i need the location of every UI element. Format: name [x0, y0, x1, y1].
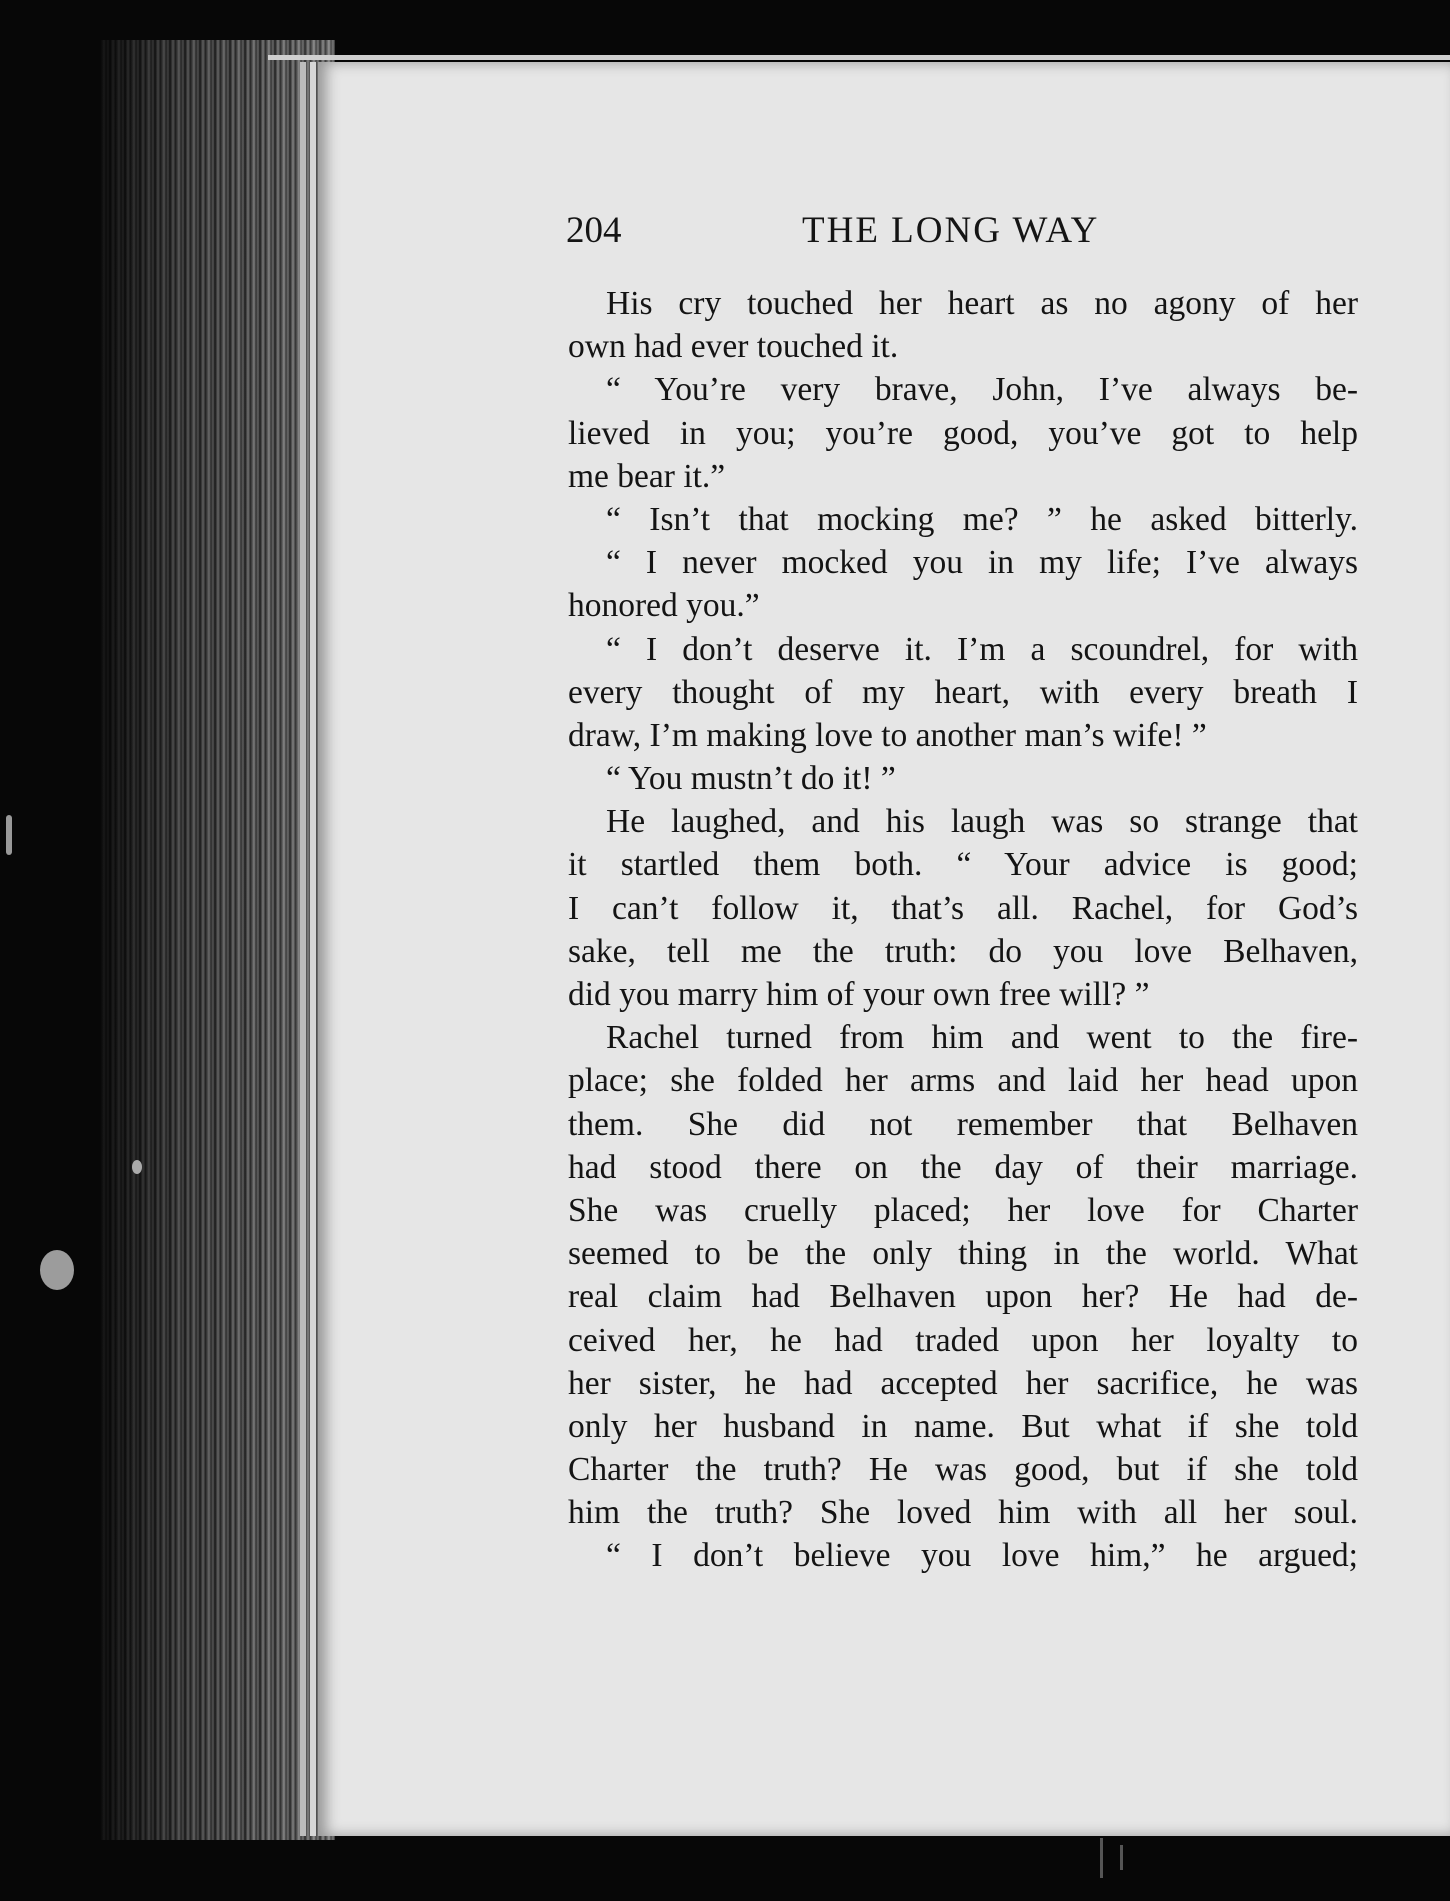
text-line: He laughed, and his laugh was so strange that — [606, 803, 1358, 841]
scan-speck — [40, 1250, 74, 1290]
text-line: I can’t follow it, that’s all. Rachel, for God’s — [568, 889, 1358, 927]
text-line: “ Isn’t that mocking me? ” he asked bitterly. — [606, 500, 1358, 538]
text-line: honored you.” — [568, 587, 760, 625]
text-line: “ I don’t deserve it. I’m a scoundrel, for with — [606, 630, 1358, 668]
text-line: “ I don’t believe you love him,” he argued; — [606, 1537, 1358, 1575]
text-line: did you marry him of your own free will? ” — [568, 976, 1150, 1013]
text-line: His cry touched her heart as no agony of her — [606, 285, 1358, 322]
text-line: them. She did not remember that Belhaven — [568, 1105, 1358, 1143]
text-line: every thought of my heart, with every breath I — [568, 673, 1358, 711]
page-edge-strip — [300, 62, 306, 1836]
text-line: it startled them both. “ Your advice is good; — [568, 846, 1358, 884]
text-line: only her husband in name. But what if she told — [568, 1407, 1358, 1445]
running-title: THE LONG WAY — [802, 210, 1100, 251]
page-top-edge — [268, 55, 1450, 60]
text-line: me bear it.” — [568, 457, 726, 495]
text-line: “ You mustn’t do it! ” — [606, 760, 896, 798]
text-line: lieved in you; you’re good, you’ve got to help — [568, 414, 1358, 452]
page-number: 204 — [566, 210, 622, 251]
running-head — [566, 206, 1354, 256]
scan-mark — [1120, 1845, 1123, 1870]
body-text — [568, 282, 1358, 1578]
text-line: place; she folded her arms and laid her head upon — [568, 1062, 1358, 1100]
scan-mark — [1100, 1838, 1103, 1878]
text-line: real claim had Belhaven upon her? He had de- — [568, 1278, 1358, 1316]
text-line: sake, tell me the truth: do you love Belhaven, — [568, 932, 1358, 970]
text-line: had stood there on the day of their marriage. — [568, 1148, 1358, 1186]
text-line: him the truth? She loved him with all her soul. — [568, 1494, 1358, 1532]
scan-speck — [132, 1160, 142, 1174]
scan-speck — [6, 815, 12, 855]
text-line: Charter the truth? He was good, but if she told — [568, 1451, 1358, 1489]
text-line: own had ever touched it. — [568, 328, 899, 366]
text-line: draw, I’m making love to another man’s wife! ” — [568, 716, 1207, 754]
page-edge-strip — [310, 62, 316, 1836]
text-line: She was cruelly placed; her love for Charter — [568, 1191, 1358, 1229]
text-line: ceived her, he had traded upon her loyalty to — [568, 1321, 1358, 1359]
text-line: “ You’re very brave, John, I’ve always be- — [606, 371, 1358, 409]
text-line: Rachel turned from him and went to the fire- — [606, 1019, 1358, 1057]
text-line: seemed to be the only thing in the world. What — [568, 1235, 1358, 1273]
text-line: her sister, he had accepted her sacrifice, he was — [568, 1364, 1358, 1402]
text-line: “ I never mocked you in my life; I’ve always — [606, 544, 1358, 582]
